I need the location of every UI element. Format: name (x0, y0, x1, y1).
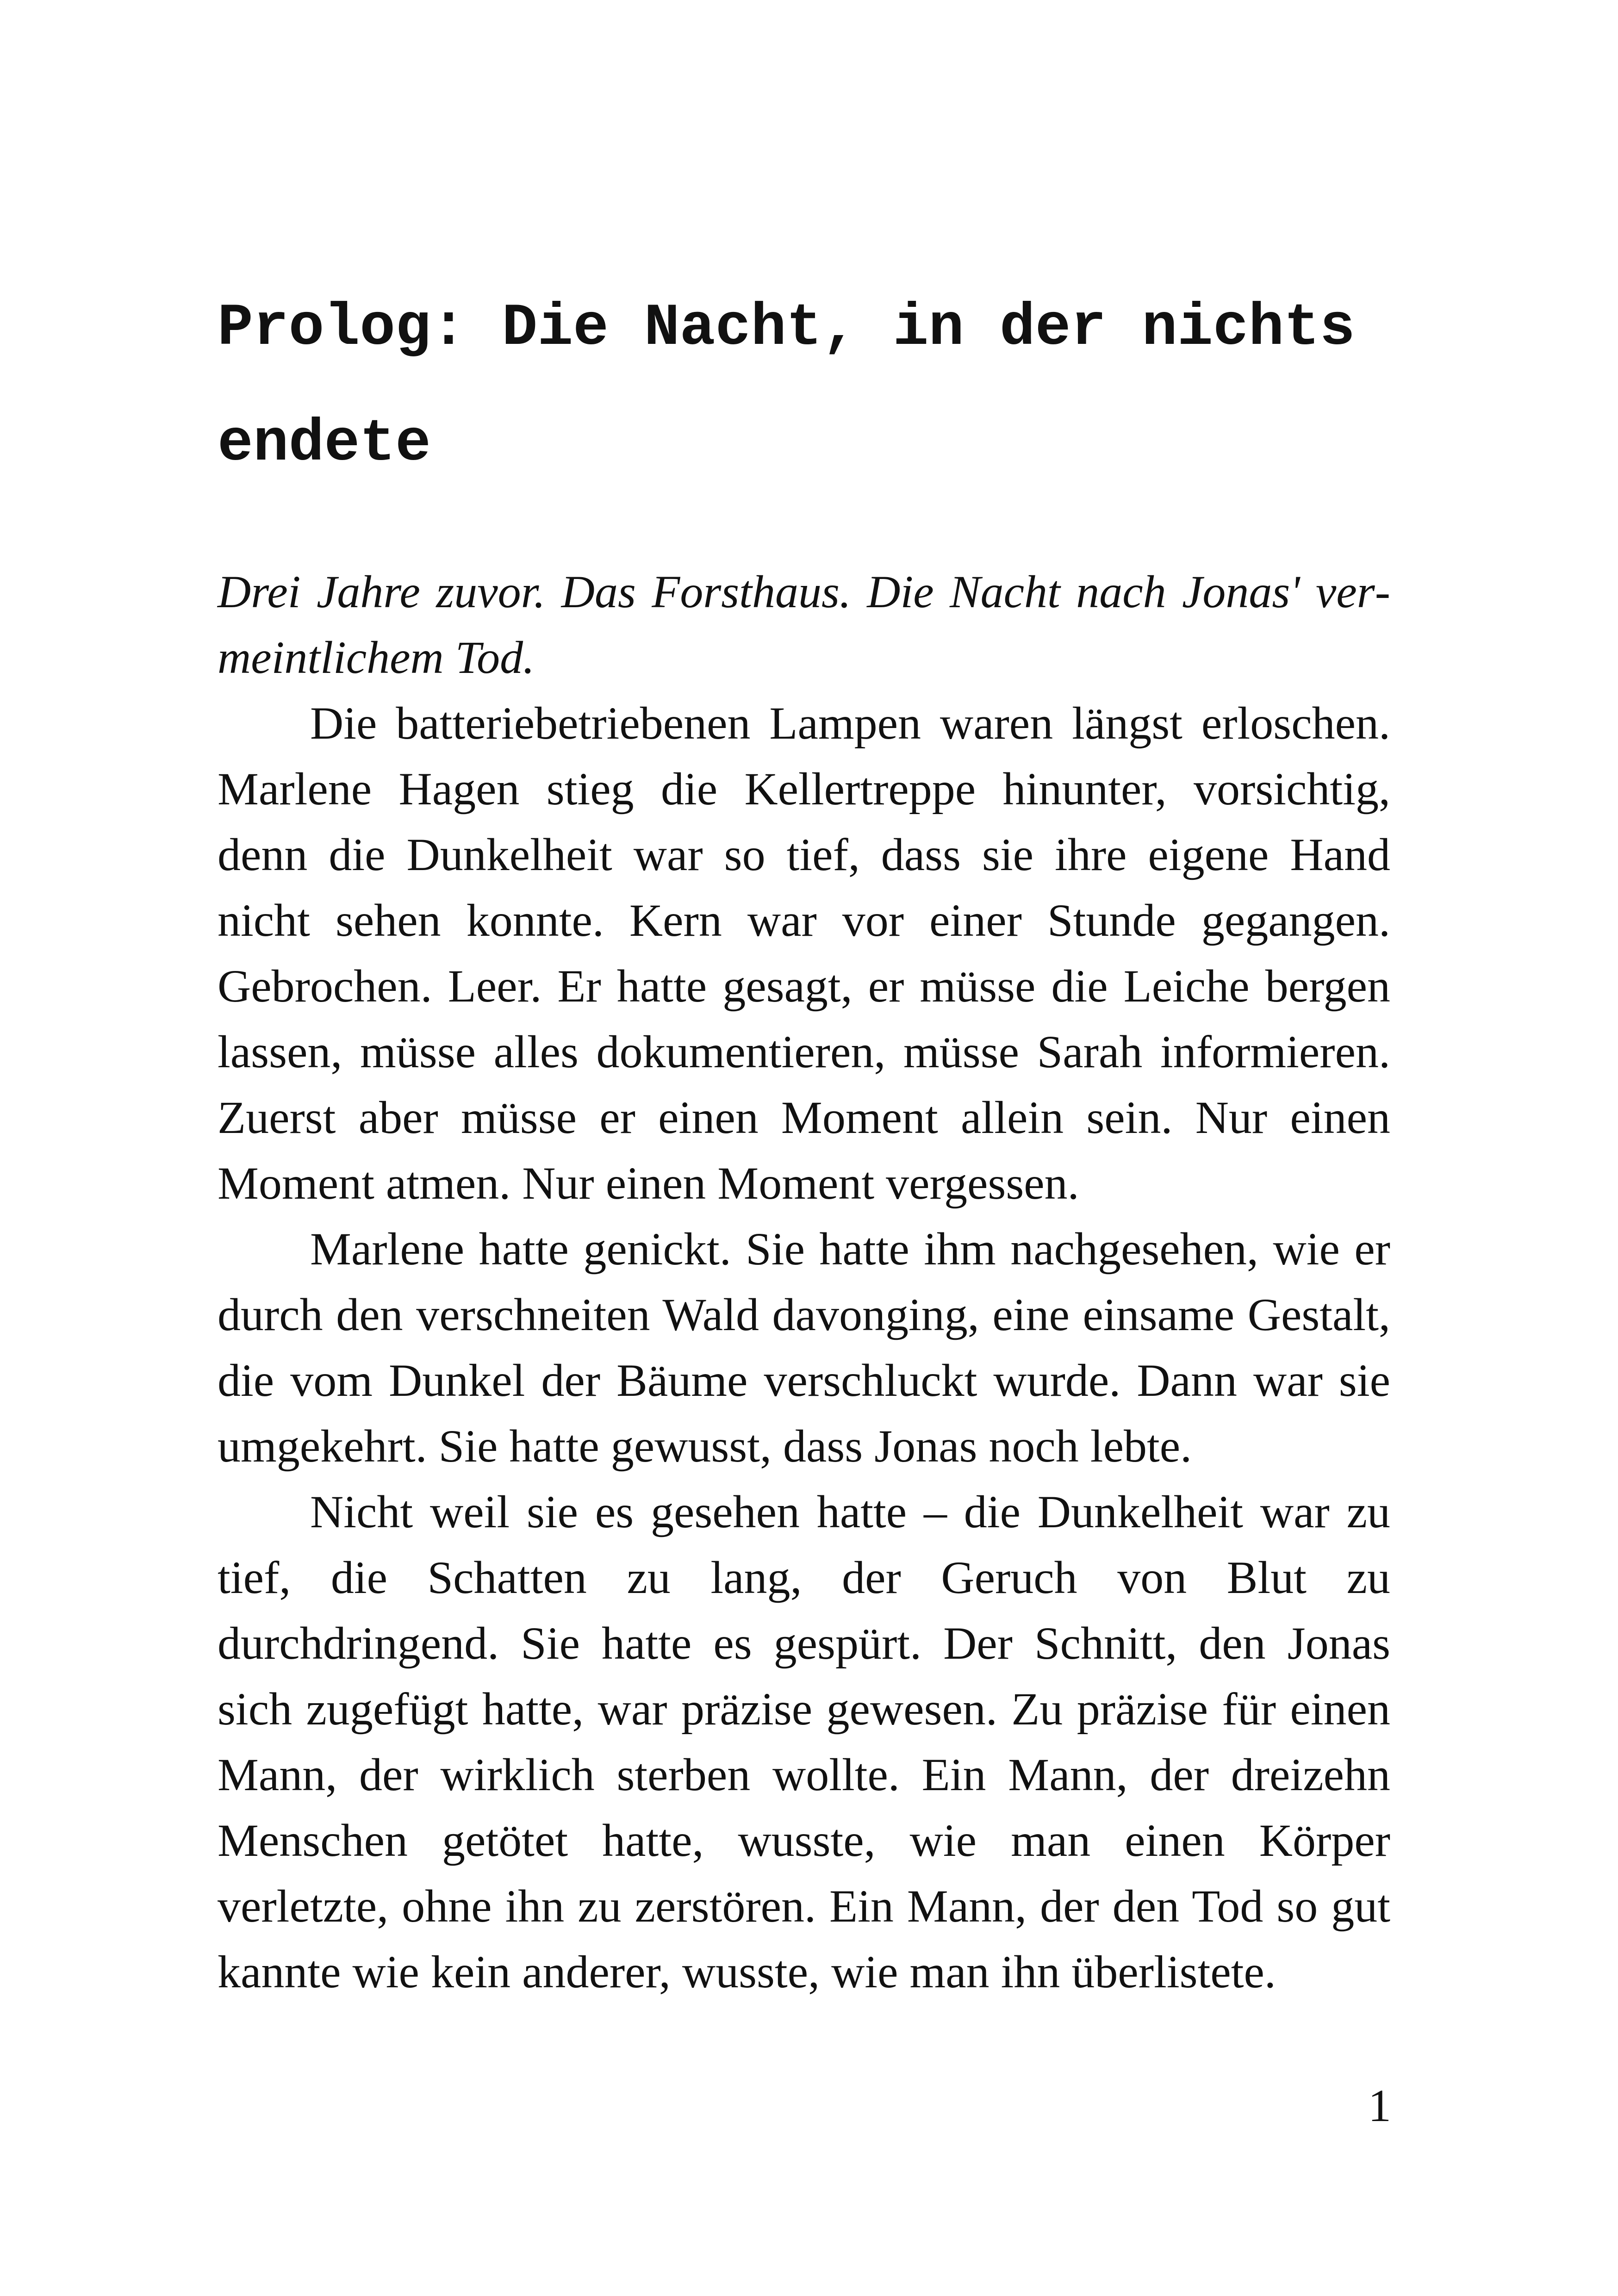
paragraph: Nicht weil sie es gesehen hatte – die Dunkelheit war zu tief, die Schatten zu lang, der Geruch von Blut zu durchdringend. Sie hatte es gespürt. Der Schnitt, den Jonas sich zugefügt hatte, war präzise gewesen. Zu präzise für einen Mann, der wirklich sterben wollte. Ein Mann, der dreizehn Menschen getötet hatte, wusste, wie man einen Körper verletzte, ohne ihn zu zerstören. Ein Mann, der den Tod so gut kannte wie kein anderer, wusste, wie man ihn überlistete. (218, 1486, 1390, 1997)
chapter-title: Prolog: Die Nacht, in der nichts endete (218, 295, 1355, 478)
paragraph: Die batteriebetriebenen Lampen waren längst erloschen. Marlene Hagen stieg die Kellertreppe hinunter, vorsichtig, denn die Dunkelheit war so tief, dass sie ihre eigene Hand nicht sehen konnte. Kern war vor einer Stunde gegangen. Gebrochen. Leer. Er hatte gesagt, er müsse die Leiche bergen lassen, müsse alles dokumentieren, müsse Sarah informieren. Zuerst aber müsse er einen Moment allein sein. Nur einen Moment atmen. Nur einen Moment vergessen. (218, 697, 1390, 1209)
paragraph: Marlene hatte genickt. Sie hatte ihm nachgesehen, wie er durch den verschneiten Wald davonging, eine einsame Gestalt, die vom Dunkel der Bäume verschluckt wurde. Dann war sie umgekehrt. Sie hatte gewusst, dass Jonas noch lebte. (218, 1223, 1390, 1472)
chapter-body (218, 559, 1390, 2005)
page-number: 1 (1368, 2080, 1391, 2131)
scene-subtitle: Drei Jahre zuvor. Das Forsthaus. Die Nacht nach Jonas' vermeintlichem Tod. (218, 566, 1390, 683)
